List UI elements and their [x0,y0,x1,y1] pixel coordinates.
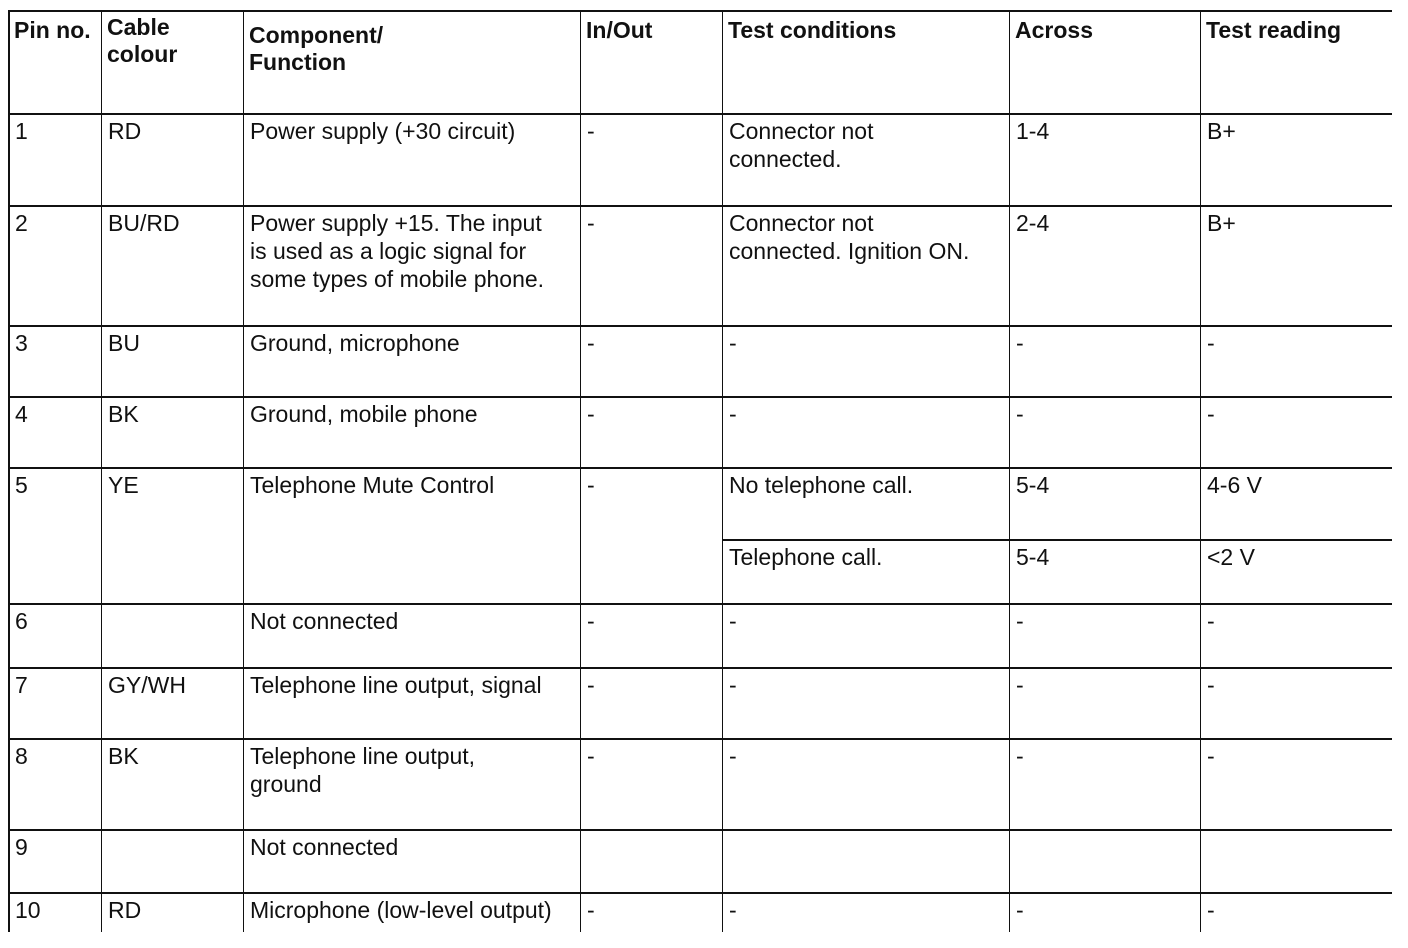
cell-in-out: - [587,897,595,923]
cell-in-out: - [587,672,595,698]
column-divider [101,10,102,932]
row-divider [8,603,1392,605]
cell-test-conditions: - [729,330,737,356]
row-divider [8,113,1392,115]
cell-test-reading: <2 V [1207,544,1255,570]
column-divider [1009,10,1010,932]
cell-component-function: Microphone (low-level output) [250,897,552,923]
cell-across: - [1016,608,1024,634]
cell-pin-no: 2 [15,210,28,236]
cell-component-function: Telephone Mute Control [250,472,495,498]
cell-component-function: Power supply +15. The input is used as a logic signal for some types of mobile phone. [250,210,545,292]
cell-pin-no: 3 [15,330,28,356]
cell-pin-no: 7 [15,672,28,698]
cell-test-reading: - [1207,897,1215,923]
pinout-table [8,10,1392,932]
cell-test-conditions: No telephone call. [729,472,914,498]
cell-test-reading: - [1207,672,1215,698]
cell-in-out: - [587,608,595,634]
cell-test-conditions: - [729,897,737,923]
cell-cable-colour: BK [108,401,139,427]
cell-in-out: - [587,472,595,498]
row-divider [8,205,1392,207]
cell-across: - [1016,330,1024,356]
cell-in-out: - [587,743,595,769]
cell-test-conditions: - [729,743,737,769]
cell-component-function: Power supply (+30 circuit) [250,118,516,144]
cell-test-reading: - [1207,608,1215,634]
cell-component-function: Ground, mobile phone [250,401,478,427]
cell-cable-colour: YE [108,472,139,498]
row-divider [8,829,1392,831]
column-divider [1200,10,1201,932]
cell-in-out: - [587,401,595,427]
cell-across: 5-4 [1016,544,1050,570]
cell-component-function: Not connected [250,834,399,860]
cell-component-function: Telephone line output, signal [250,672,542,698]
row-divider [8,667,1392,669]
header-component-function: Component/ Function [249,22,384,75]
cell-cable-colour: RD [108,118,142,144]
cell-component-function: Ground, microphone [250,330,460,356]
column-divider [8,10,10,932]
cell-pin-no: 1 [15,118,28,144]
header-cable-colour: Cable colour [107,14,178,67]
cell-test-reading: - [1207,743,1215,769]
cell-pin-no: 8 [15,743,28,769]
cell-test-conditions: Connector not connected. Ignition ON. [729,210,970,264]
column-divider [722,10,723,932]
cell-across: - [1016,401,1024,427]
cell-test-conditions: - [729,608,737,634]
cell-across: - [1016,897,1024,923]
row-divider [8,892,1392,894]
cell-test-reading: 4-6 V [1207,472,1262,498]
column-divider [580,10,581,932]
cell-test-conditions: - [729,672,737,698]
cell-across: 5-4 [1016,472,1050,498]
cell-test-reading: - [1207,330,1215,356]
cell-test-conditions: - [729,401,737,427]
column-divider [243,10,244,932]
cell-pin-no: 4 [15,401,28,427]
row-divider [8,467,1392,469]
cell-cable-colour: BU [108,330,140,356]
cell-cable-colour: BK [108,743,139,769]
cell-cable-colour: GY/WH [108,672,186,698]
cell-across: - [1016,743,1024,769]
row-divider [8,738,1392,740]
cell-component-function: Telephone line output, ground [250,743,476,797]
cell-in-out: - [587,118,595,144]
cell-component-function: Not connected [250,608,399,634]
header-pin-no: Pin no. [14,17,91,43]
cell-test-conditions: Telephone call. [729,544,883,570]
cell-pin-no: 5 [15,472,28,498]
row-divider [8,10,1392,12]
cell-cable-colour: RD [108,897,142,923]
cell-test-reading: B+ [1207,210,1236,236]
header-test-conditions: Test conditions [728,17,897,43]
cell-across: 1-4 [1016,118,1050,144]
header-across: Across [1015,17,1093,43]
cell-cable-colour: BU/RD [108,210,180,236]
cell-pin-no: 9 [15,834,28,860]
header-test-reading: Test reading [1206,17,1342,43]
row-divider [8,325,1392,327]
cell-pin-no: 10 [15,897,41,923]
cell-across: 2-4 [1016,210,1050,236]
cell-in-out: - [587,210,595,236]
cell-test-reading: B+ [1207,118,1236,144]
cell-in-out: - [587,330,595,356]
cell-across: - [1016,672,1024,698]
header-in-out: In/Out [586,17,653,43]
cell-test-conditions: Connector not connected. [729,118,874,172]
row-divider [722,539,1392,541]
cell-pin-no: 6 [15,608,28,634]
cell-test-reading: - [1207,401,1215,427]
row-divider [8,396,1392,398]
